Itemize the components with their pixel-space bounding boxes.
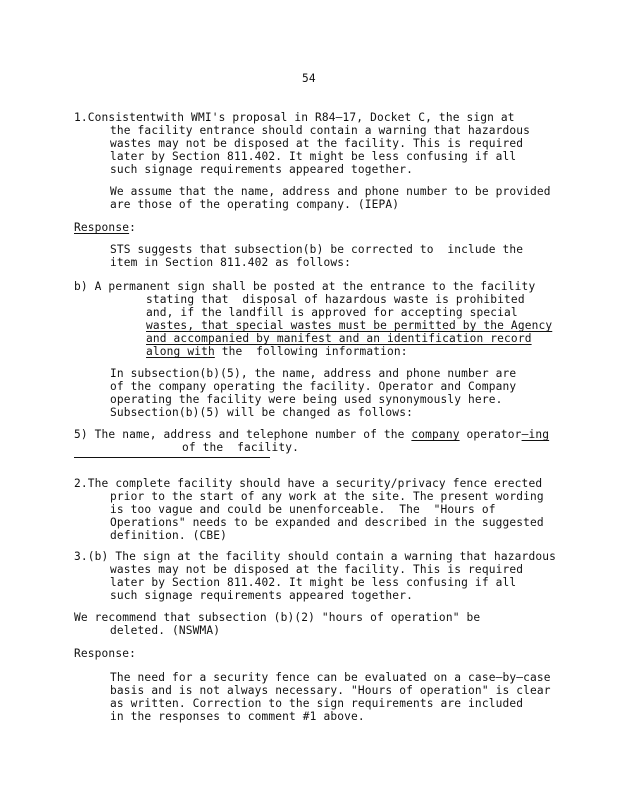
response2-line: in the responses to comment #1 above. bbox=[110, 710, 365, 723]
item2-line: 2.The complete facility should have a security/privacy fence erected bbox=[74, 477, 543, 490]
response2-line: basis and is not always necessary. "Hours of operation" is clear bbox=[110, 684, 551, 697]
response1-line: STS suggests that subsection(b) be corrected to include the bbox=[110, 243, 524, 256]
item5-line bbox=[74, 428, 549, 441]
item2-line: is too vague and could be unenforceable. The "Hours of bbox=[110, 503, 496, 516]
rule-b-inserted-line: wastes, that special wastes must be permitted by the Agency bbox=[146, 319, 553, 332]
response2-line: as written. Correction to the sign requirements are included bbox=[110, 697, 524, 710]
item2-line: prior to the start of any work at the site. The present wording bbox=[110, 490, 544, 503]
item2-line: definition. (CBE) bbox=[110, 529, 228, 542]
rule-b-line: and, if the landfill is approved for accepting special bbox=[146, 306, 518, 319]
response2-line: The need for a security fence can be evaluated on a case–by–case bbox=[110, 671, 551, 684]
rule-b-inserted-line: and accompanied by manifest and an identification record bbox=[146, 332, 532, 345]
response-heading-colon: : bbox=[129, 221, 136, 234]
rule-b-line: b) A permanent sign shall be posted at the entrance to the facility bbox=[74, 280, 536, 293]
subsection-line: operating the facility were being used synonymously here. bbox=[110, 393, 503, 406]
item5-mid: operator bbox=[459, 428, 522, 441]
rule-b-line bbox=[146, 345, 408, 358]
item1-line: wastes may not be disposed at the facility. This is required bbox=[110, 137, 524, 150]
item2-line: Operations" needs to be expanded and described in the suggested bbox=[110, 516, 544, 529]
recommend-line: We recommend that subsection (b)(2) "hours of operation" be bbox=[74, 611, 481, 624]
recommend-line: deleted. (NSWMA) bbox=[110, 624, 221, 637]
item1-line: later by Section 811.402. It might be less confusing if all bbox=[110, 150, 517, 163]
item3-line: 3.(b) The sign at the facility should contain a warning that hazardous bbox=[74, 550, 556, 563]
response-heading-text: Response bbox=[74, 221, 130, 234]
item3-line: later by Section 811.402. It might be less confusing if all bbox=[110, 576, 517, 589]
item5-company: company bbox=[411, 428, 460, 441]
item5-prefix: 5) The name, address and telephone number of the bbox=[74, 428, 412, 441]
rule-b-line: stating that disposal of hazardous waste is prohibited bbox=[146, 293, 525, 306]
response1-line: item in Section 811.402 as follows: bbox=[110, 256, 351, 269]
response2-heading: Response: bbox=[74, 647, 136, 660]
item1-line: such signage requirements appeared together. bbox=[110, 163, 413, 176]
subsection-line: of the company operating the facility. Operator and Company bbox=[110, 380, 517, 393]
item3-line: such signage requirements appeared together. bbox=[110, 589, 413, 602]
subsection-line: Subsection(b)(5) will be changed as follows: bbox=[110, 406, 413, 419]
rule-b-inserted-text: along with bbox=[146, 345, 215, 358]
item1-para2-line: We assume that the name, address and phone number to be provided bbox=[110, 185, 551, 198]
item1-line: 1.Consistentwith WMI's proposal in R84–17, Docket C, the sign at bbox=[74, 111, 515, 124]
item5-ing: –ing bbox=[521, 428, 550, 441]
item5-line2: of the facility. bbox=[182, 441, 300, 454]
separator-rule bbox=[74, 457, 270, 458]
item1-para2-line: are those of the operating company. (IEPA) bbox=[110, 198, 400, 211]
rule-b-text: the following information: bbox=[214, 345, 408, 358]
page-number: 54 bbox=[302, 72, 316, 85]
subsection-line: In subsection(b)(5), the name, address and phone number are bbox=[110, 367, 517, 380]
response-heading bbox=[74, 221, 136, 234]
item3-line: wastes may not be disposed at the facility. This is required bbox=[110, 563, 524, 576]
item1-line: the facility entrance should contain a warning that hazardous bbox=[110, 124, 531, 137]
